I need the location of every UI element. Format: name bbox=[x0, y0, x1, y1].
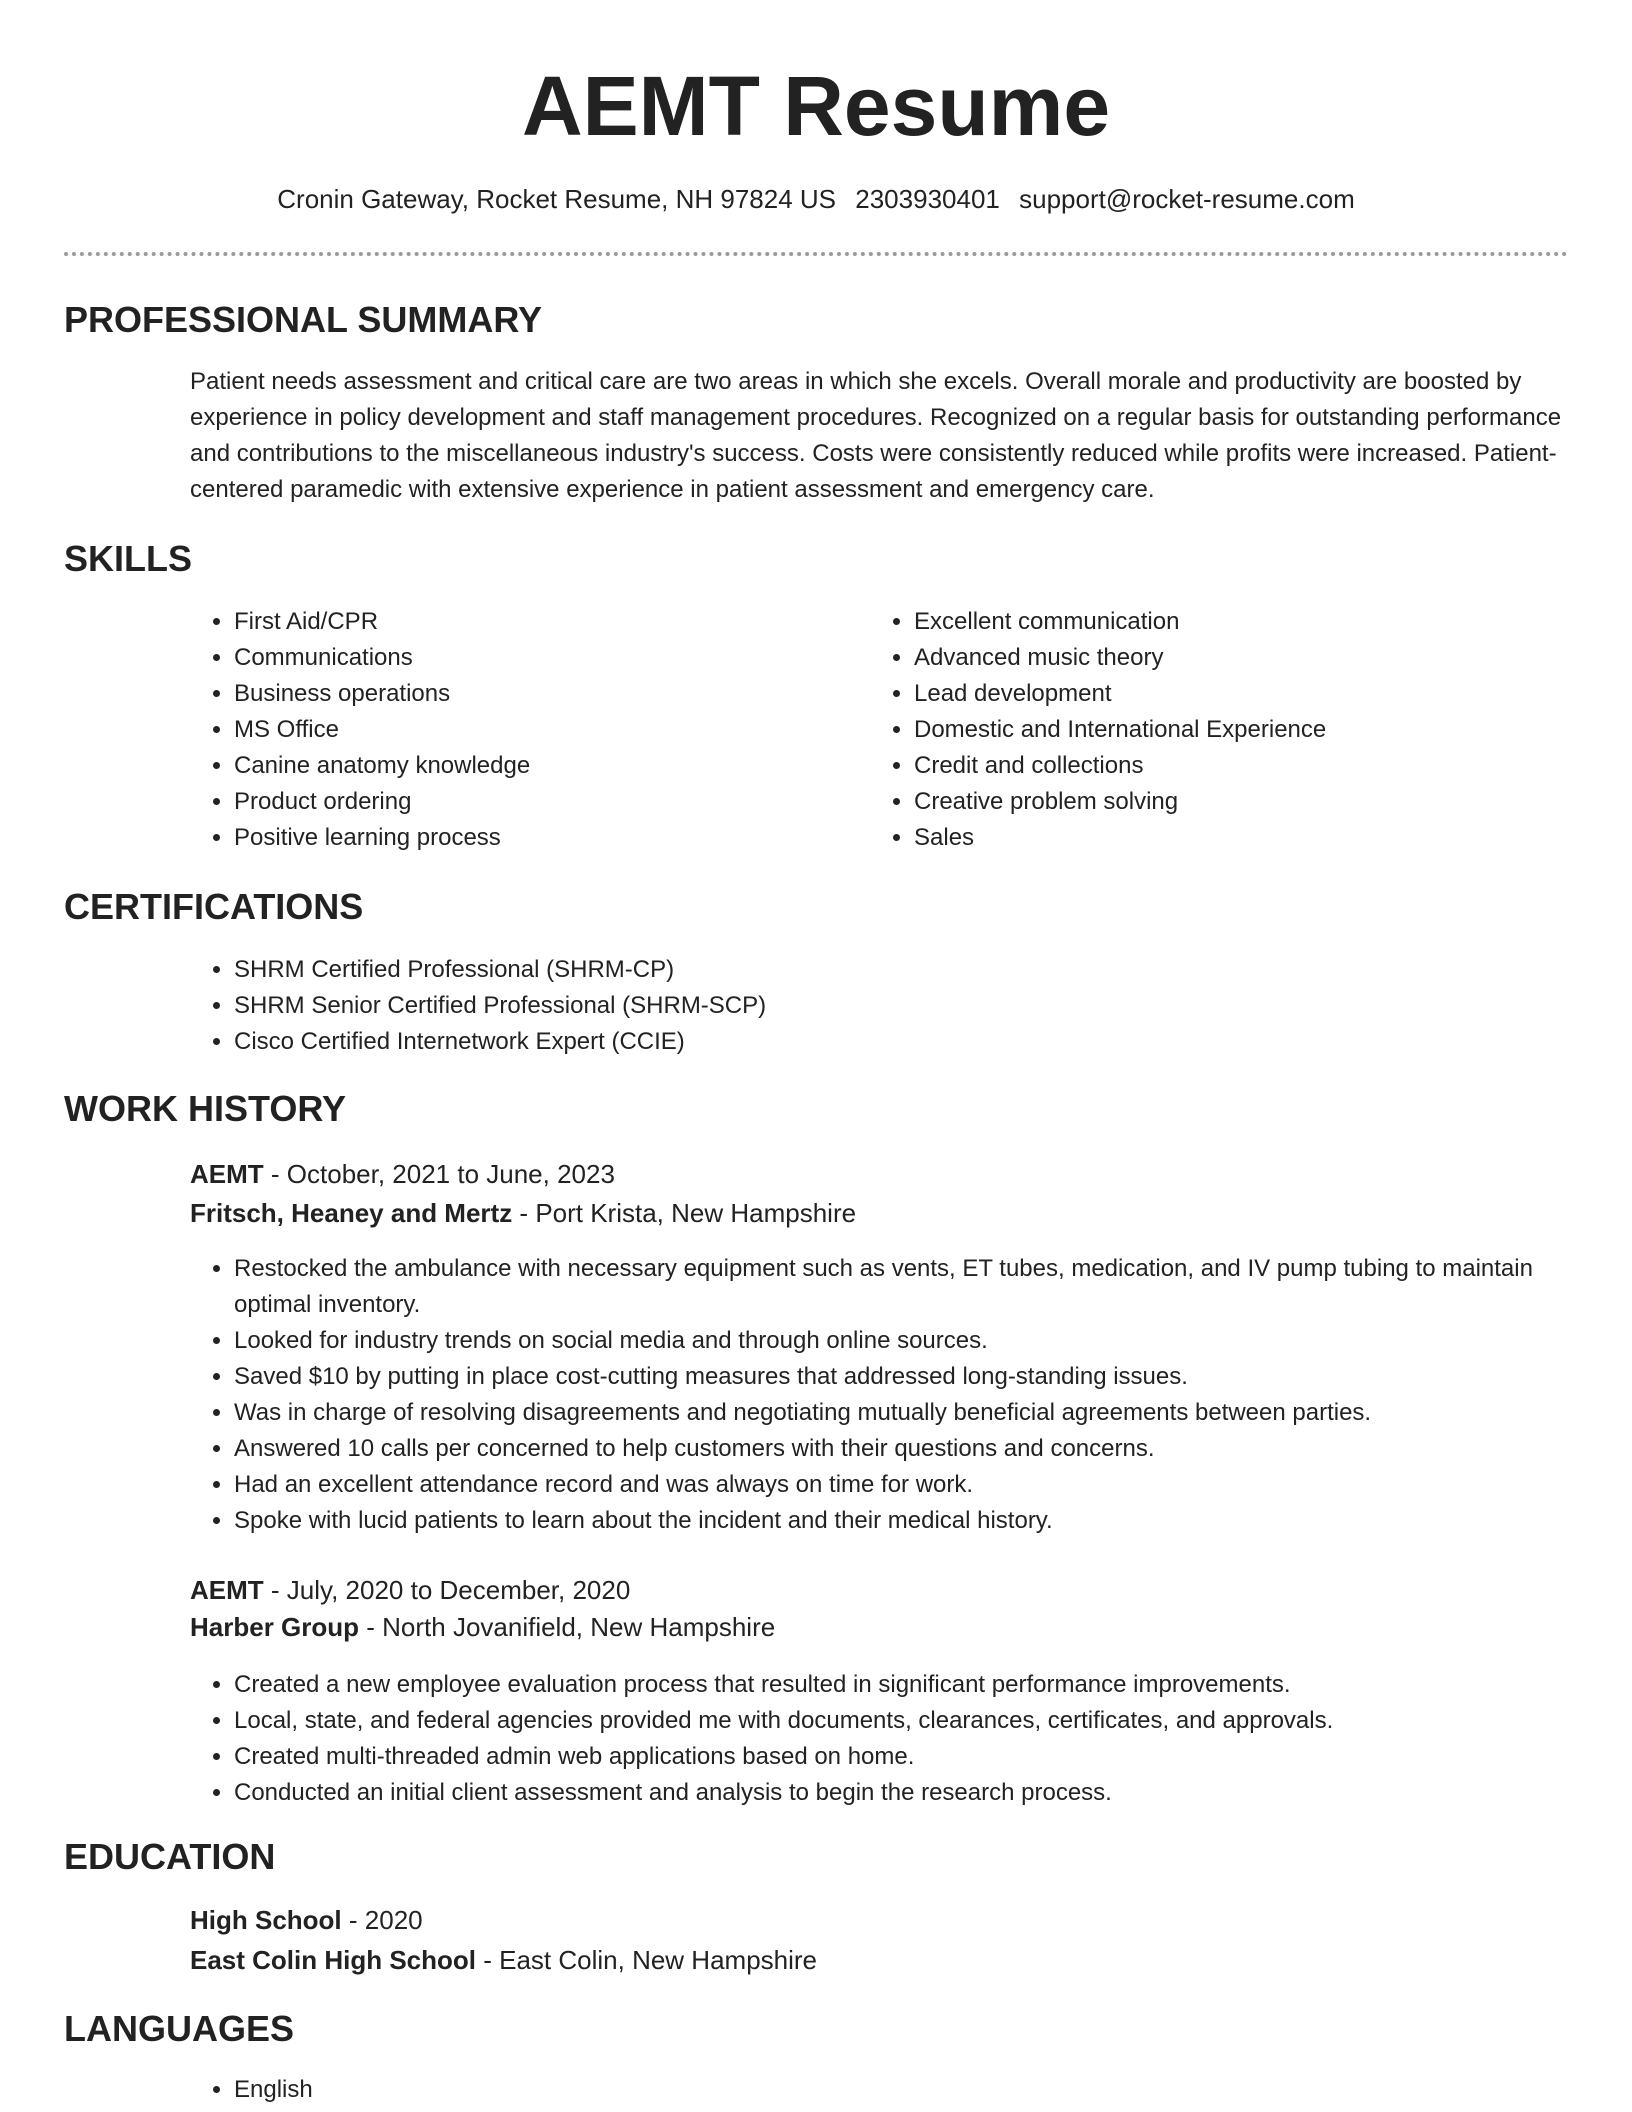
skills-heading: SKILLS bbox=[64, 538, 193, 579]
resume-name: AEMT Resume bbox=[521, 59, 1111, 153]
job-bullet: • Saved $10 by putting in place cost-cutting measures that addressed long-standing issues. bbox=[234, 1359, 1574, 1395]
education-degree-line: High School - 2020 bbox=[190, 1905, 423, 1935]
skill-item: • Communications bbox=[234, 640, 854, 676]
languages-heading: LANGUAGES bbox=[64, 2008, 295, 2049]
job-1-role: AEMT bbox=[190, 1159, 264, 1189]
certification-item: • SHRM Certified Professional (SHRM-CP) bbox=[234, 952, 1614, 988]
education-degree: High School bbox=[190, 1905, 342, 1935]
skills-list-right bbox=[870, 604, 1614, 856]
certifications-heading: CERTIFICATIONS bbox=[64, 886, 364, 927]
skill-item: • Domestic and International Experience bbox=[914, 712, 1614, 748]
contact-line bbox=[0, 182, 1632, 216]
job-bullet: • Created multi-threaded admin web applications based on home. bbox=[234, 1739, 1614, 1775]
job-bullet: • Local, state, and federal agencies provided me with documents, clearances, certificates, and approvals. bbox=[234, 1703, 1614, 1739]
certification-item: • SHRM Senior Certified Professional (SHRM-SCP) bbox=[234, 988, 1614, 1024]
language-item: • English bbox=[234, 2072, 1614, 2108]
skill-item: • Business operations bbox=[234, 676, 854, 712]
certifications-list bbox=[190, 952, 1614, 1060]
skill-item: • First Aid/CPR bbox=[234, 604, 854, 640]
education-year: 2020 bbox=[364, 1905, 423, 1935]
skill-item: • MS Office bbox=[234, 712, 854, 748]
job-2-title-line: AEMT - July, 2020 to December, 2020 bbox=[190, 1575, 631, 1605]
job-bullet: • Was in charge of resolving disagreements and negotiating mutually beneficial agreements between parties. bbox=[234, 1395, 1574, 1431]
skill-item: • Canine anatomy knowledge bbox=[234, 748, 854, 784]
job-bullet: • Spoke with lucid patients to learn about the incident and their medical history. bbox=[234, 1503, 1574, 1539]
job-bullet: • Created a new employee evaluation process that resulted in significant performance improvements. bbox=[234, 1667, 1614, 1703]
skill-item: • Credit and collections bbox=[914, 748, 1614, 784]
skill-item: • Excellent communication bbox=[914, 604, 1614, 640]
job-2-company-line: Harber Group - North Jovanifield, New Hampshire bbox=[190, 1612, 776, 1642]
job-1-company: Fritsch, Heaney and Mertz bbox=[190, 1198, 513, 1228]
job-2-role: AEMT bbox=[190, 1575, 264, 1605]
job-1-bullets bbox=[190, 1251, 1574, 1539]
job-2-dates: July, 2020 to December, 2020 bbox=[286, 1575, 631, 1605]
languages-list bbox=[190, 2072, 1614, 2108]
job-bullet: • Restocked the ambulance with necessary equipment such as vents, ET tubes, medication, and IV pump tubing to maintain optimal inventory. bbox=[234, 1251, 1574, 1323]
job-1-company-line: Fritsch, Heaney and Mertz - Port Krista, New Hampshire bbox=[190, 1198, 857, 1228]
skills-list-left bbox=[190, 604, 854, 856]
job-bullet: • Looked for industry trends on social media and through online sources. bbox=[234, 1323, 1574, 1359]
education-location: East Colin, New Hampshire bbox=[499, 1945, 818, 1975]
job-1-location: Port Krista, New Hampshire bbox=[535, 1198, 857, 1228]
contact-address: Cronin Gateway, Rocket Resume, NH 97824 US bbox=[277, 184, 837, 214]
education-heading: EDUCATION bbox=[64, 1836, 276, 1877]
skill-item: • Positive learning process bbox=[234, 820, 854, 856]
contact-phone: 2303930401 bbox=[855, 184, 1000, 214]
job-1-title-line: AEMT - October, 2021 to June, 2023 bbox=[190, 1159, 615, 1189]
job-2-bullets bbox=[190, 1667, 1614, 1811]
job-2-company: Harber Group bbox=[190, 1612, 360, 1642]
certification-item: • Cisco Certified Internetwork Expert (CCIE) bbox=[234, 1024, 1614, 1060]
skill-item: • Sales bbox=[914, 820, 1614, 856]
skill-item: • Lead development bbox=[914, 676, 1614, 712]
skill-item: • Product ordering bbox=[234, 784, 854, 820]
header-divider bbox=[64, 252, 1568, 256]
skill-item: • Creative problem solving bbox=[914, 784, 1614, 820]
job-bullet: • Answered 10 calls per concerned to help customers with their questions and concerns. bbox=[234, 1431, 1574, 1467]
work-history-heading: WORK HISTORY bbox=[64, 1088, 347, 1129]
skill-item: • Advanced music theory bbox=[914, 640, 1614, 676]
job-2-location: North Jovanifield, New Hampshire bbox=[382, 1612, 776, 1642]
job-1-dates: October, 2021 to June, 2023 bbox=[286, 1159, 615, 1189]
summary-text: Patient needs assessment and critical care are two areas in which she excels. Overall morale and productivity are boosted by experience in policy development and staff management procedures. Recognized on a regular basis for outstanding performance and contributions to the miscellaneous industry's success. Costs were consistently reduced while profits were increased. Patient-centered paramedic with extensive experience in patient assessment and emergency care. bbox=[190, 368, 1562, 503]
job-bullet: • Conducted an initial client assessment and analysis to begin the research process. bbox=[234, 1775, 1614, 1811]
summary-heading: PROFESSIONAL SUMMARY bbox=[64, 299, 543, 340]
education-school: East Colin High School bbox=[190, 1945, 477, 1975]
contact-email: support@rocket-resume.com bbox=[1019, 184, 1355, 214]
job-bullet: • Had an excellent attendance record and was always on time for work. bbox=[234, 1467, 1574, 1503]
education-school-line: East Colin High School - East Colin, New Hampshire bbox=[190, 1945, 818, 1975]
